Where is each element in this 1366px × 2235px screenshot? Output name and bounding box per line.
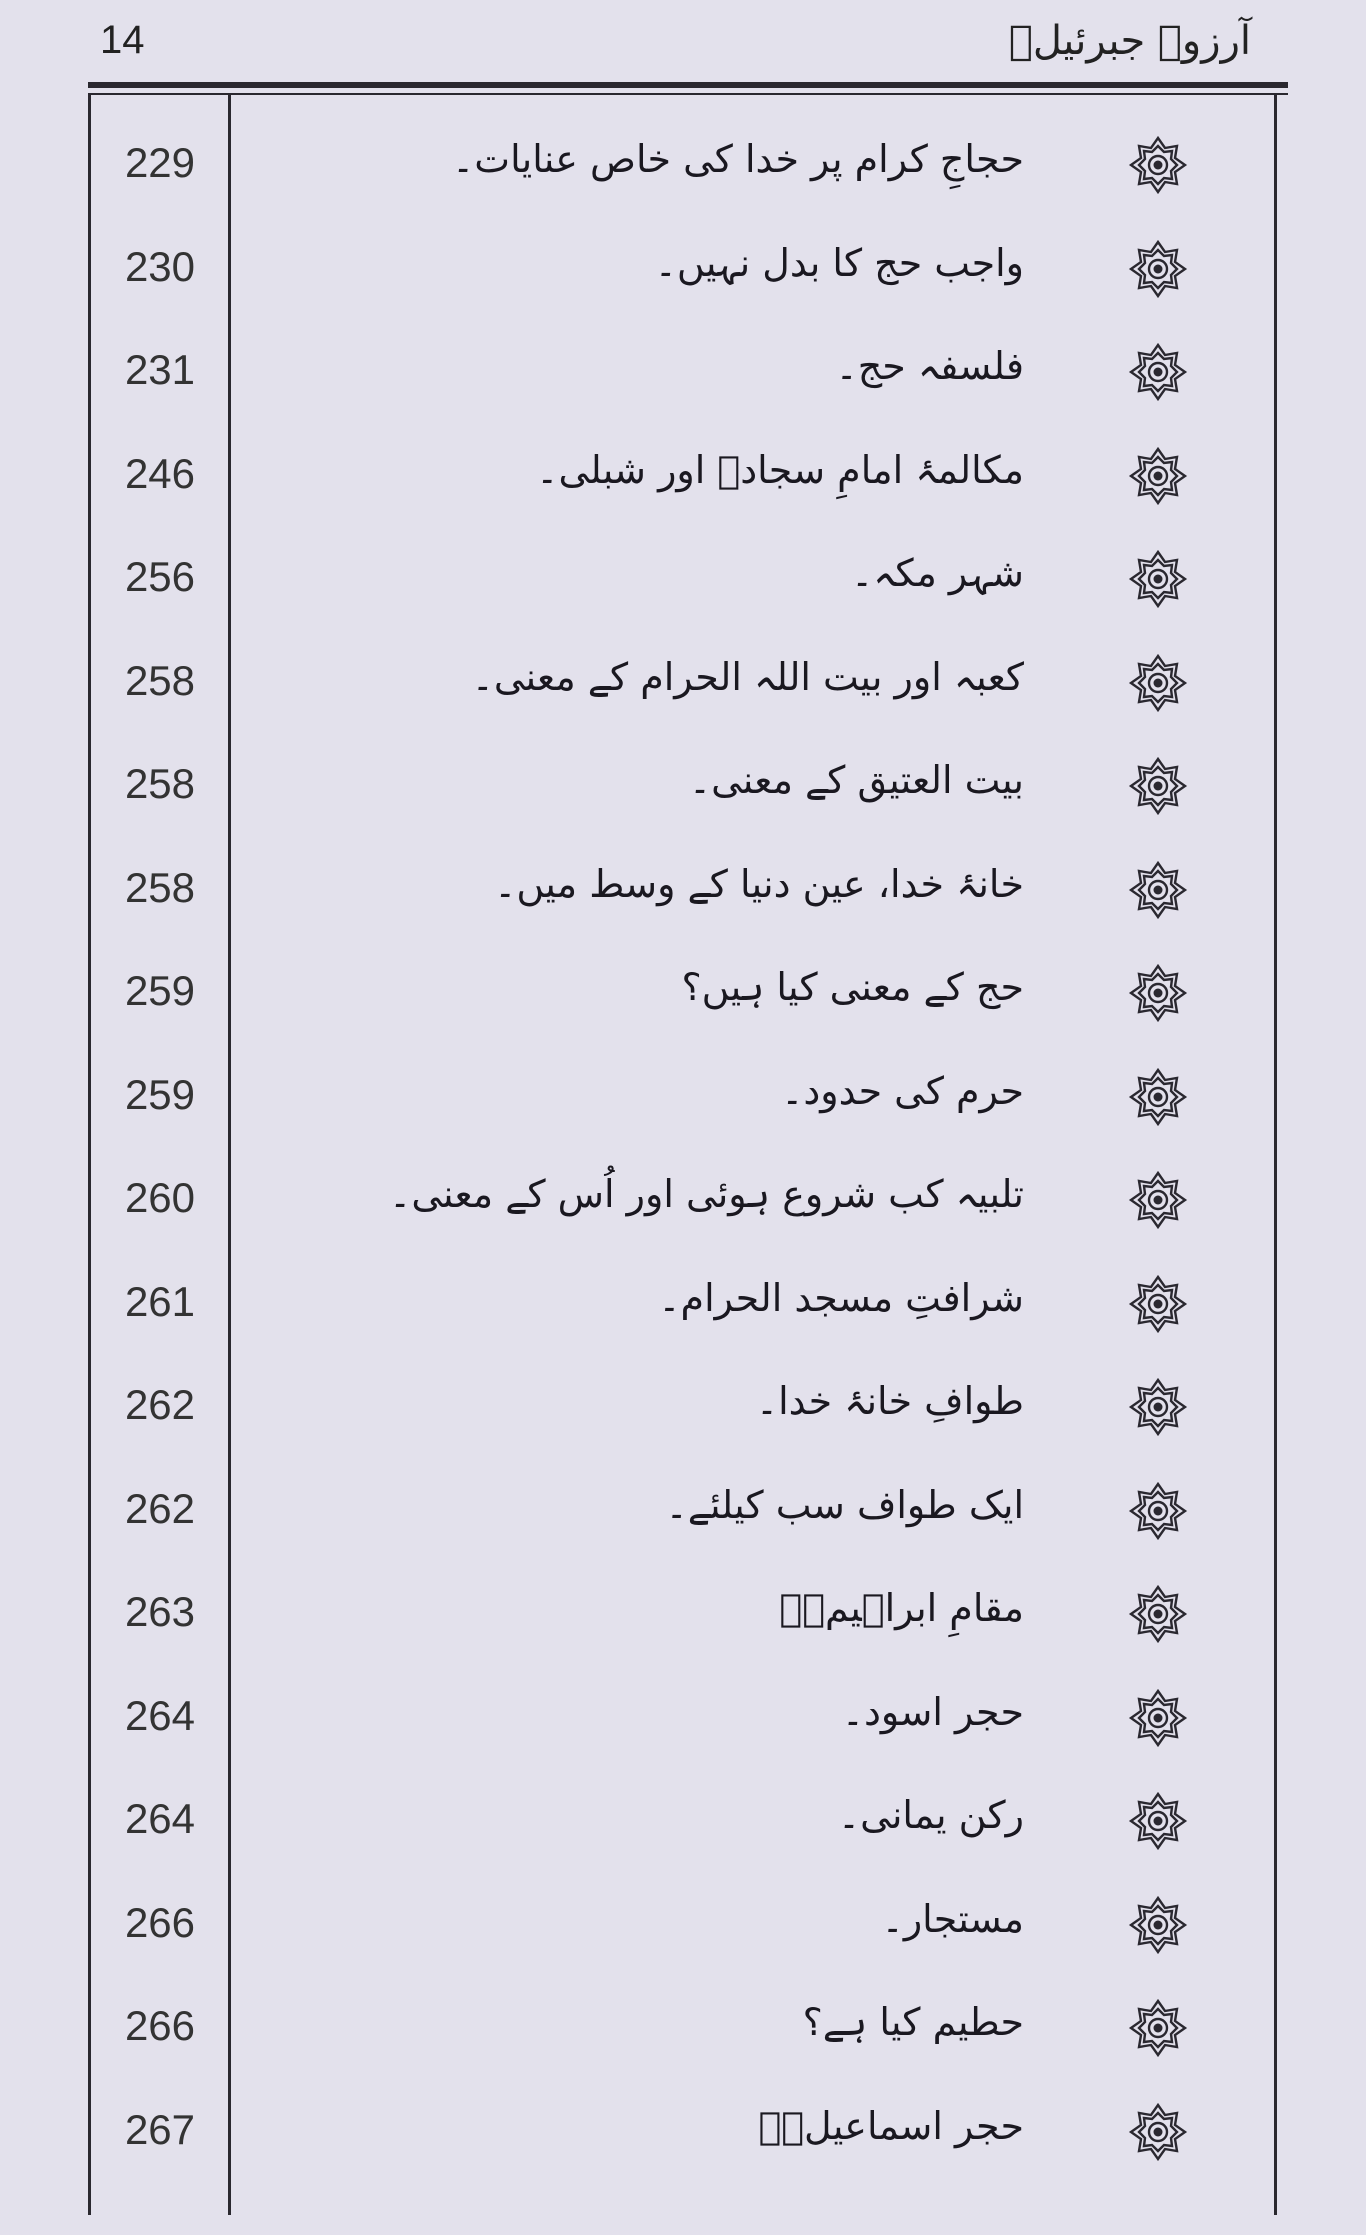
toc-entry-title: مستجار۔ bbox=[881, 1896, 1024, 1941]
rosette-icon bbox=[1128, 860, 1188, 920]
toc-entry bbox=[0, 1574, 1366, 1678]
toc-page-number: 263 bbox=[124, 1588, 196, 1635]
toc-page-number: 266 bbox=[124, 1898, 196, 1946]
rosette-icon bbox=[1128, 756, 1188, 816]
toc-entry bbox=[0, 1057, 1366, 1161]
rosette-icon bbox=[1128, 239, 1188, 299]
toc-page-number: 266 bbox=[124, 2002, 196, 2049]
toc-entry bbox=[0, 125, 1366, 229]
toc-entry bbox=[0, 953, 1366, 1057]
header-rule-thick bbox=[88, 82, 1288, 88]
toc-page-number: 258 bbox=[124, 863, 196, 911]
toc-entry-title: واجب حج کا بدل نہیں۔ bbox=[654, 240, 1024, 285]
toc-entry-title: حجاجِ کرام پر خدا کی خاص عنایات۔ bbox=[452, 137, 1024, 181]
page-number: 14 bbox=[100, 18, 145, 62]
toc-entry-title: مقامِ ابراہیمؑ۔ bbox=[779, 1586, 1024, 1630]
toc-entry-title: حجر اسود۔ bbox=[841, 1689, 1024, 1734]
rosette-icon bbox=[1128, 653, 1188, 713]
toc-entry-title: رکن یمانی۔ bbox=[837, 1793, 1024, 1837]
toc-entry-title: ایک طواف سب کیلئے۔ bbox=[665, 1482, 1024, 1527]
rosette-icon bbox=[1128, 1791, 1188, 1851]
toc-page-number: 262 bbox=[124, 1381, 196, 1428]
toc-entry bbox=[0, 1678, 1366, 1782]
rosette-icon bbox=[1128, 1481, 1188, 1541]
rosette-icon bbox=[1128, 1067, 1188, 1127]
toc-entry bbox=[0, 2092, 1366, 2196]
toc-entry-title: حج کے معنی کیا ہیں؟ bbox=[681, 965, 1024, 1009]
toc-page-number: 264 bbox=[124, 1691, 196, 1739]
toc-entry-title: شرافتِ مسجد الحرام۔ bbox=[658, 1275, 1024, 1320]
toc-page-number: 260 bbox=[124, 1174, 196, 1221]
toc-entry-title: تلبیہ کب شروع ہوئی اور اُس کے معنی۔ bbox=[389, 1172, 1024, 1216]
toc-entry-title: حرم کی حدود۔ bbox=[781, 1068, 1024, 1113]
toc-entry-title: بیت العتیق کے معنی۔ bbox=[688, 758, 1024, 802]
rosette-icon bbox=[1128, 1377, 1188, 1437]
toc-entry bbox=[0, 1471, 1366, 1575]
toc-entry bbox=[0, 746, 1366, 850]
rosette-icon bbox=[1128, 1688, 1188, 1748]
rosette-icon bbox=[1128, 1998, 1188, 2058]
toc-page-number: 258 bbox=[124, 656, 196, 704]
toc-page-number: 246 bbox=[124, 449, 196, 497]
rosette-icon bbox=[1128, 446, 1188, 506]
rosette-icon bbox=[1128, 342, 1188, 402]
toc-entry-title: حجر اسماعیلؑ۔ bbox=[758, 2103, 1024, 2148]
toc-entry-title: فلسفہ حج۔ bbox=[835, 344, 1024, 388]
rosette-icon bbox=[1128, 135, 1188, 195]
toc-entry-title: خانۂ خدا، عین دنیا کے وسط میں۔ bbox=[494, 861, 1024, 906]
rosette-icon bbox=[1128, 1170, 1188, 1230]
toc-entry bbox=[0, 1885, 1366, 1989]
toc-entry-title: طوافِ خانۂ خدا۔ bbox=[755, 1379, 1024, 1423]
rosette-icon bbox=[1128, 2102, 1188, 2162]
toc-entry bbox=[0, 1367, 1366, 1471]
toc-entry-title: مکالمۂ امامِ سجادؑ اور شبلی۔ bbox=[536, 447, 1024, 492]
toc-entry bbox=[0, 332, 1366, 436]
toc-entry-title: کعبہ اور بیت اللہ الحرام کے معنی۔ bbox=[471, 654, 1024, 699]
toc-entry bbox=[0, 1160, 1366, 1264]
toc-entry-title: حطیم کیا ہے؟ bbox=[802, 2000, 1024, 2044]
toc-entry bbox=[0, 436, 1366, 540]
toc-page-number: 230 bbox=[124, 242, 196, 290]
toc-entry-title: شہر مکہ۔ bbox=[850, 551, 1024, 595]
table-of-contents bbox=[0, 125, 1366, 2195]
toc-page-number: 229 bbox=[124, 139, 196, 186]
toc-entry bbox=[0, 1781, 1366, 1885]
rosette-icon bbox=[1128, 1584, 1188, 1644]
rosette-icon bbox=[1128, 1274, 1188, 1334]
toc-page-number: 259 bbox=[124, 967, 196, 1014]
toc-entry bbox=[0, 229, 1366, 333]
toc-page-number: 259 bbox=[124, 1070, 196, 1118]
toc-page-number: 231 bbox=[124, 346, 196, 393]
toc-entry bbox=[0, 850, 1366, 954]
toc-page-number: 258 bbox=[124, 760, 196, 807]
rosette-icon bbox=[1128, 963, 1188, 1023]
header-rule-thin bbox=[88, 93, 1288, 95]
toc-entry bbox=[0, 539, 1366, 643]
book-title: آرزوۓ جبرئیلؑ bbox=[1008, 18, 1251, 64]
toc-entry bbox=[0, 1988, 1366, 2092]
rosette-icon bbox=[1128, 549, 1188, 609]
toc-page-number: 262 bbox=[124, 1484, 196, 1532]
toc-page-number: 267 bbox=[124, 2105, 196, 2153]
toc-entry bbox=[0, 643, 1366, 747]
rosette-icon bbox=[1128, 1895, 1188, 1955]
toc-page-number: 264 bbox=[124, 1795, 196, 1842]
toc-page-number: 261 bbox=[124, 1277, 196, 1325]
toc-page-number: 256 bbox=[124, 553, 196, 600]
toc-entry bbox=[0, 1264, 1366, 1368]
